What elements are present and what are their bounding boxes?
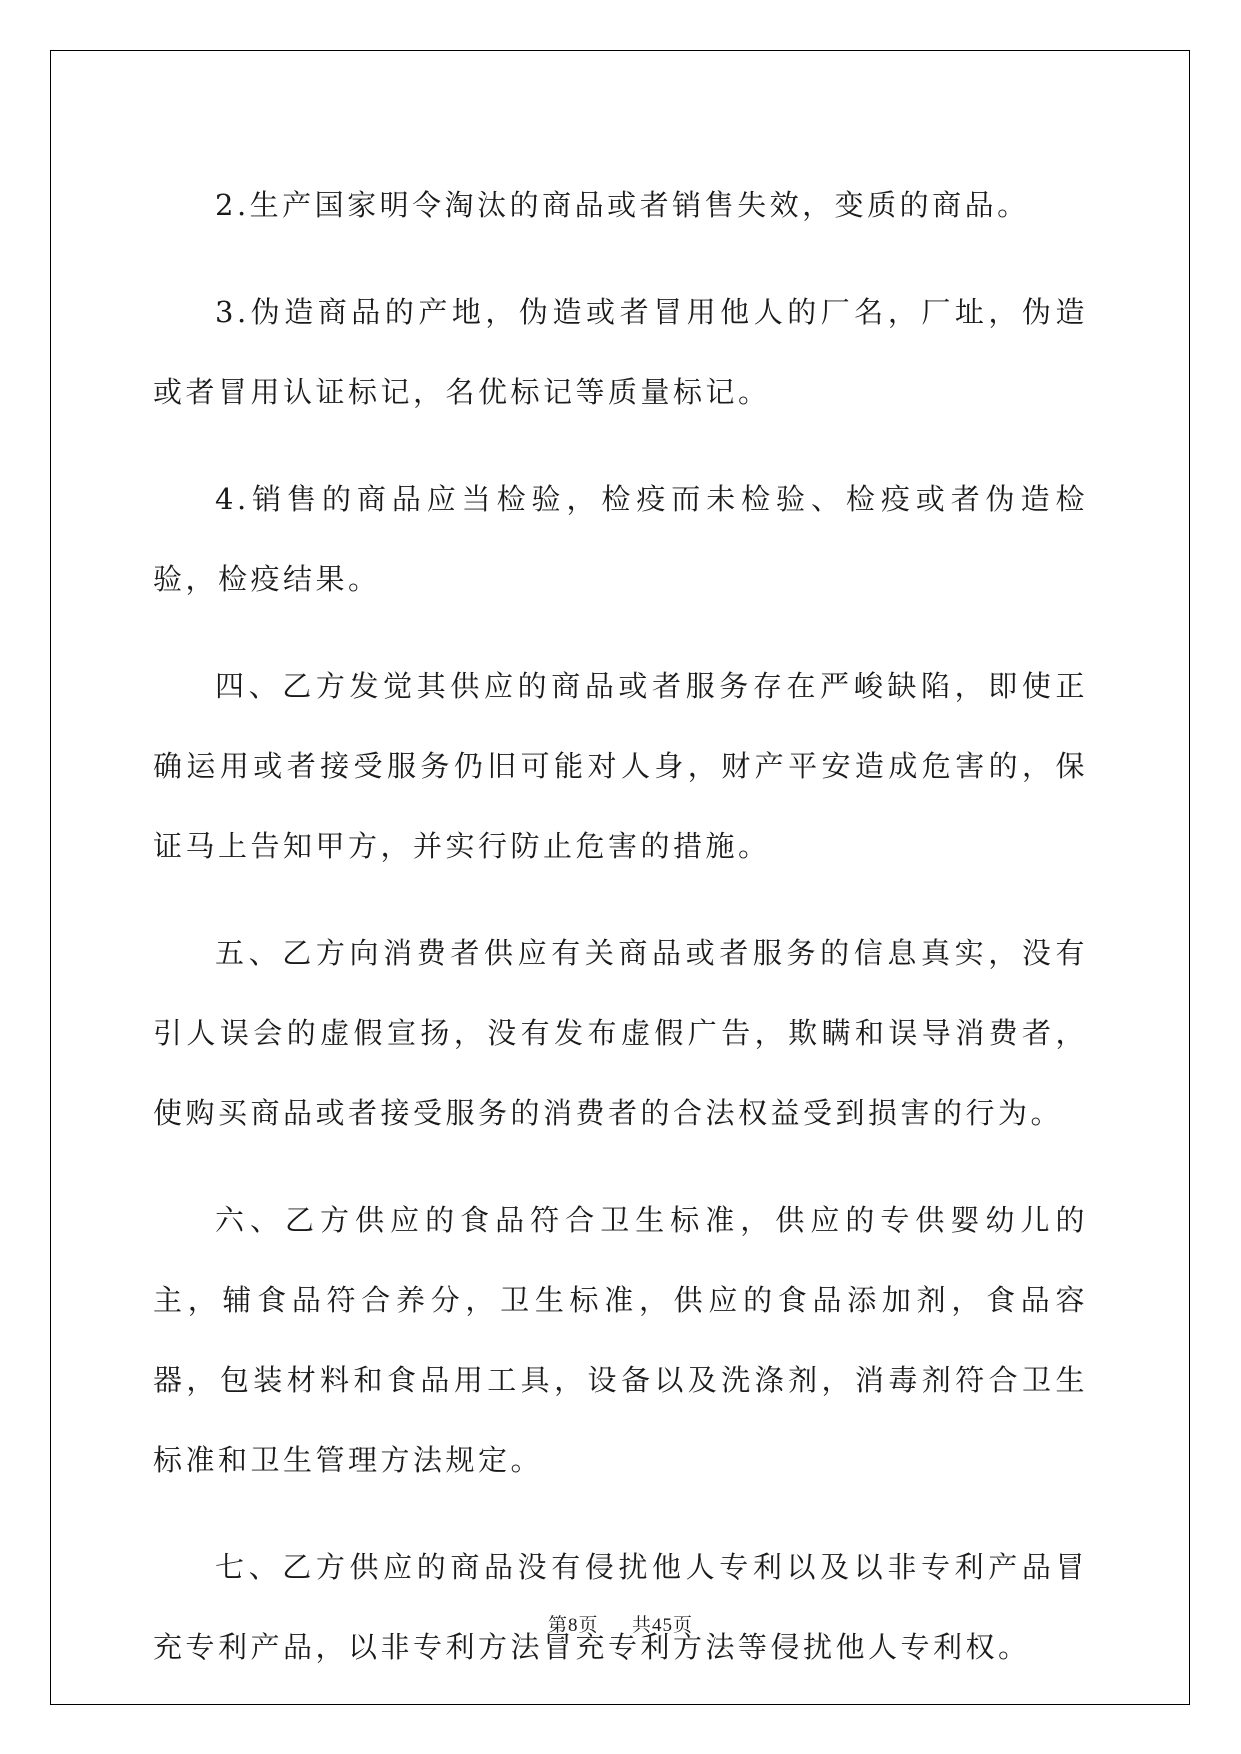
page-number: 第8页 (547, 1615, 599, 1636)
paragraph-item-4: 4.销售的商品应当检验，检疫而未检验、检疫或者伪造检验，检疫结果。 (153, 482, 1088, 596)
paragraph-item-2: 2.生产国家明令淘汰的商品或者销售失效，变质的商品。 (215, 188, 1030, 222)
paragraph-clause-7: 七、乙方供应的商品没有侵扰他人专利以及以非专利产品冒充专利产品，以非专利方法冒充专利方法等侵扰他人专利权。 (153, 1550, 1088, 1664)
page-footer (0, 1610, 1241, 1637)
page-total: 共45页 (632, 1615, 694, 1636)
paragraph-clause-4: 四、乙方发觉其供应的商品或者服务存在严峻缺陷，即使正确运用或者接受服务仍旧可能对人身，财产平安造成危害的，保证马上告知甲方，并实行防止危害的措施。 (153, 669, 1088, 863)
paragraph-clause-5: 五、乙方向消费者供应有关商品或者服务的信息真实，没有引人误会的虚假宣扬，没有发布虚假广告，欺瞒和误导消费者，使购买商品或者接受服务的消费者的合法权益受到损害的行为。 (153, 936, 1088, 1130)
document-body (153, 165, 1088, 1714)
paragraph-clause-6: 六、乙方供应的食品符合卫生标准，供应的专供婴幼儿的主，辅食品符合养分，卫生标准，供应的食品添加剂，食品容器，包装材料和食品用工具，设备以及洗涤剂，消毒剂符合卫生标准和卫生管理方法规定。 (153, 1203, 1088, 1477)
paragraph-item-3: 3.伪造商品的产地，伪造或者冒用他人的厂名，厂址，伪造或者冒用认证标记，名优标记等质量标记。 (153, 295, 1088, 409)
